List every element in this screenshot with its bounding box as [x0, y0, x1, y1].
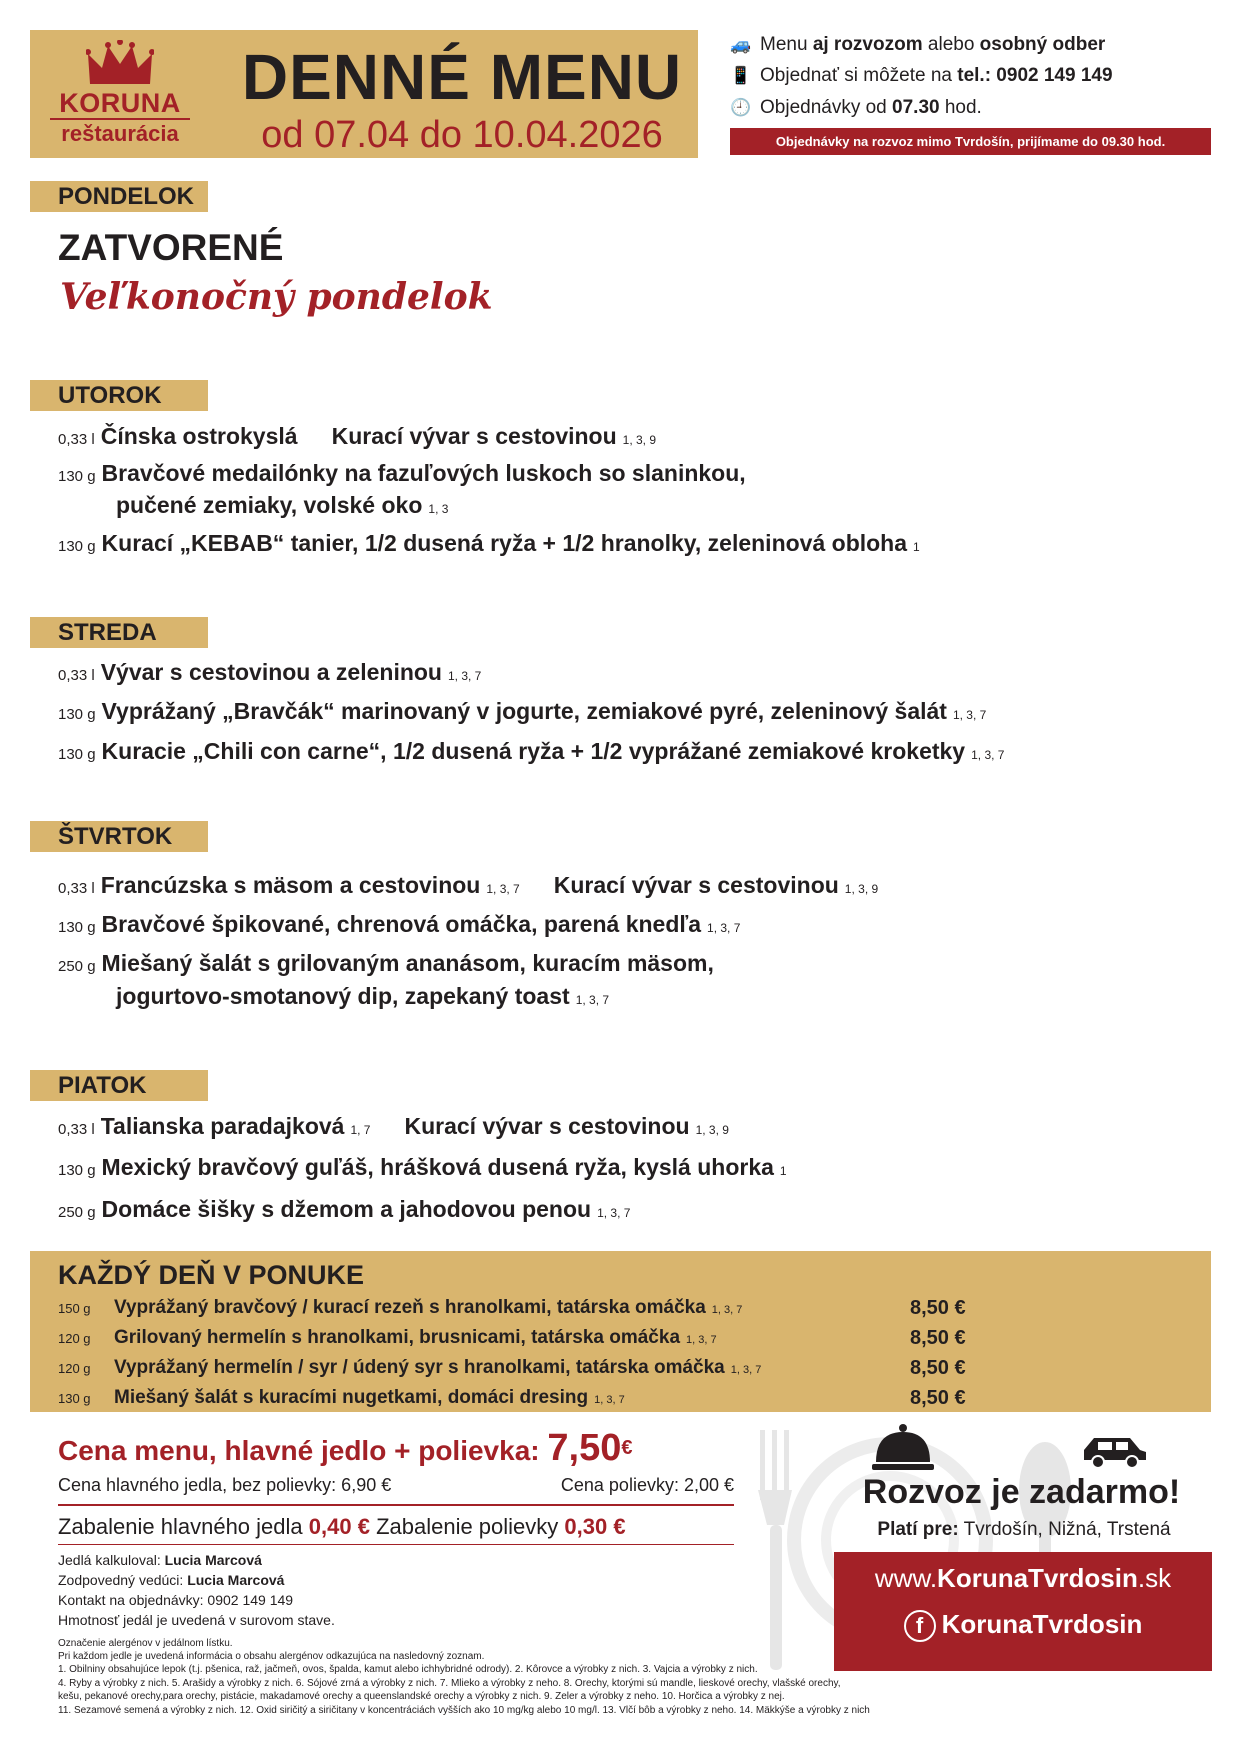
day-label-thursday: ŠTVRTOK	[30, 821, 208, 852]
facebook-link[interactable]: f KorunaTvrdosin	[834, 1604, 1212, 1644]
order-contact: Kontakt na objednávky: 0902 149 149	[58, 1592, 294, 1608]
holiday-text: Veľkonočný pondelok	[60, 276, 493, 318]
logo-name: KORUNA	[50, 88, 190, 120]
every-day-item: 120 g Vyprážaný hermelín / syr / údený syr s hranolkami, tatárska omáčka 1, 3, 7 8,50 €	[58, 1357, 966, 1379]
day-label-wednesday: STREDA	[30, 617, 208, 648]
free-delivery-headline: Rozvoz je zadarmo!	[862, 1473, 1181, 1511]
allergen-note: 11. Sezamové semená a výrobky z nich. 12. Oxid siričitý a siričitany v koncentráciách vyšších ako 10 mg/kg alebo 10 mg/l. 13. Vlčí bôb a výrobky z neho. 14. Mäkkýše a výrobky z nich	[58, 1705, 870, 1716]
menu-dates: od 07.04 do 10.04.2026	[261, 114, 663, 156]
car-icon: 🚙	[730, 35, 752, 54]
closed-text: ZATVORENÉ	[58, 227, 284, 268]
calculated-by: Jedlá kalkuloval: Lucia Marcová	[58, 1552, 262, 1568]
menu-price: Cena menu, hlavné jedlo + polievka: 7,50€	[58, 1427, 633, 1469]
allergen-note: 4. Ryby a výrobky z nich. 5. Arašidy a výrobky z nich. 6. Sójové zrná a výrobky z nich. 7. Mlieko a výrobky z neho. 8. Orechy, ktorými sú mandle, lieskové orechy, vlašské orechy,	[58, 1678, 841, 1689]
manager: Zodpovedný vedúci: Lucia Marcová	[58, 1572, 285, 1588]
day-label-tuesday: UTOROK	[30, 380, 208, 411]
info-hours: 🕘 Objednávky od 07.30 hod.	[730, 95, 1210, 121]
thursday-main-2-cont: jogurtovo-smotanový dip, zapekaný toast 1, 3, 7	[116, 983, 610, 1009]
allergen-note: Označenie alergénov v jedálnom lístku.	[58, 1638, 233, 1649]
wednesday-main-2: 130 g Kuracie „Chili con carne“, 1/2 dusená ryža + 1/2 vyprážané zemiakové kroketky 1, 3, 7	[58, 738, 1005, 764]
clock-icon: 🕘	[730, 98, 752, 117]
thursday-soup: 0,33 l Francúzska s mäsom a cestovinou 1, 3, 7 Kurací vývar s cestovinou 1, 3, 9	[58, 872, 879, 898]
day-label-friday: PIATOK	[30, 1070, 208, 1101]
wednesday-main-1: 130 g Vyprážaný „Bravčák“ marinovaný v jogurte, zemiakové pyré, zeleninový šalát 1, 3, 7	[58, 698, 987, 724]
every-day-title: KAŽDÝ DEŇ V PONUKE	[58, 1260, 365, 1290]
allergen-note: Pri každom jedle je uvedená informácia o obsahu alergénov odkazujúca na nasledovný zoznam.	[58, 1651, 485, 1662]
logo-subtitle: reštaurácia	[61, 121, 179, 146]
every-day-item: 150 g Vyprážaný bravčový / kurací rezeň s hranolkami, tatárska omáčka 1, 3, 7 8,50 €	[58, 1297, 966, 1319]
info-phone: 📱 Objednať si môžete na tel.: 0902 149 149	[730, 63, 1210, 89]
tuesday-main-1: 130 g Bravčové medailónky na fazuľových luskoch so slaninkou,	[58, 460, 746, 486]
menu-title: DENNÉ MENU	[241, 41, 683, 113]
tuesday-main-2: 130 g Kurací „KEBAB“ tanier, 1/2 dusená ryža + 1/2 hranolky, zeleninová obloha 1	[58, 530, 920, 556]
car-icon	[1080, 1432, 1148, 1472]
website-link[interactable]: www.KorunaTvrdosin.sk	[874, 1563, 1172, 1593]
friday-main-2: 250 g Domáce šišky s džemom a jahodovou penou 1, 3, 7	[58, 1196, 631, 1222]
facebook-icon: f	[904, 1610, 936, 1642]
divider	[58, 1504, 734, 1506]
phone-icon: 📱	[730, 66, 752, 85]
allergen-note: 1. Obilniny obsahujúce lepok (t.j. pšenica, raž, jačmeň, ovos, špalda, kamut alebo ichhybridné odrody). 2. Kôrovce a výrobky z nich. 3. Vajcia a výrobky z nich.	[58, 1664, 758, 1675]
day-label-monday: PONDELOK	[30, 181, 208, 212]
friday-soup: 0,33 l Talianska paradajková 1, 7 Kurací vývar s cestovinou 1, 3, 9	[58, 1113, 729, 1139]
tuesday-soup: 0,33 l Čínska ostrokyslá Kurací vývar s cestovinou 1, 3, 9	[58, 423, 657, 449]
allergen-note: kešu, pekanové orechy,para orechy, pistácie, makadamové orechy a queenslandské orechy a výrobky z nich. 9. Zeler a výrobky z neho. 10. Horčica a výrobky z nej.	[58, 1691, 785, 1702]
tuesday-main-1-cont: pučené zemiaky, volské oko 1, 3	[116, 492, 449, 518]
every-day-item: 120 g Grilovaný hermelín s hranolkami, brusnicami, tatárska omáčka 1, 3, 7 8,50 €	[58, 1327, 966, 1349]
divider	[58, 1544, 734, 1545]
weight-note: Hmotnosť jedál je uvedená v surovom stave.	[58, 1612, 335, 1628]
delivery-notice: Objednávky na rozvoz mimo Tvrdošín, prijímame do 09.30 hod.	[730, 128, 1211, 155]
wednesday-soup: 0,33 l Vývar s cestovinou a zeleninou 1, 3, 7	[58, 659, 482, 685]
thursday-main-2: 250 g Miešaný šalát s grilovaným ananásom, kuracím mäsom,	[58, 950, 714, 976]
price-details: Cena hlavného jedla, bez polievky: 6,90 € Cena polievky: 2,00 €	[58, 1475, 734, 1495]
thursday-main-1: 130 g Bravčové špikované, chrenová omáčka, parená knedľa 1, 3, 7	[58, 911, 741, 937]
cloche-icon	[872, 1422, 934, 1474]
restaurant-logo	[50, 40, 190, 152]
crown-icon	[86, 40, 154, 88]
delivery-towns: Platí pre: Tvrdošín, Nižná, Trstená	[877, 1519, 1171, 1540]
packaging-price: Zabalenie hlavného jedla 0,40 € Zabalenie polievky 0,30 €	[58, 1514, 626, 1539]
friday-main-1: 130 g Mexický bravčový guľáš, hrášková dusená ryža, kyslá uhorka 1	[58, 1154, 787, 1180]
every-day-item: 130 g Miešaný šalát s kuracími nugetkami, domáci dresing 1, 3, 7 8,50 €	[58, 1387, 966, 1409]
info-delivery: 🚙 Menu aj rozvozom alebo osobný odber	[730, 32, 1210, 58]
